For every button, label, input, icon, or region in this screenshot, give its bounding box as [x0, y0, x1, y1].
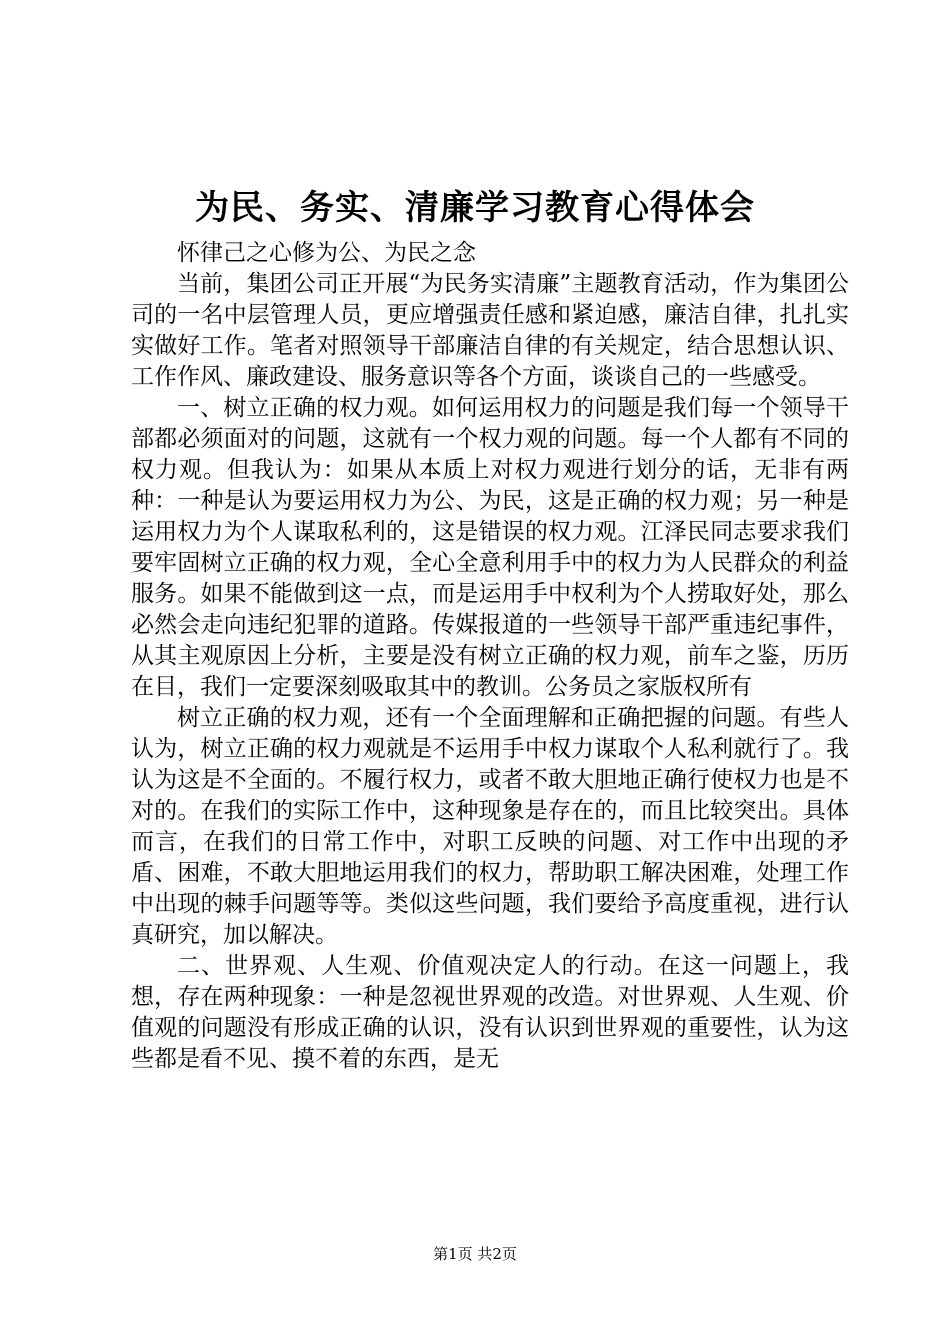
paragraph-power-view: 树立正确的权力观，还有一个全面理解和正确把握的问题。有些人认为，树立正确的权力观就是不运用手中权力谋取个人私利就行了。我认为这是不全面的。不履行权力，或者不敢大胆地正确行使权力也是不对的。在我们的实际工作中，这种现象是存在的，而且比较突出。具体而言，在我们的日常工作中，对职工反映的问题、对工作中出现的矛盾、困难，不敢大胆地运用我们的权力，帮助职工解决困难，处理工作中出现的棘手问题等等。类似这些问题，我们要给予高度重视，进行认真研究，加以解决。: [131, 705, 849, 948]
paragraph-intro: 当前，集团公司正开展“为民务实清廉”主题教育活动，作为集团公司的一名中层管理人员，更应增强责任感和紧迫感，廉洁自律，扎扎实实做好工作。笔者对照领导干部廉洁自律的有关规定，结合思想认识、工作作风、廉政建设、服务意识等各个方面，谈谈自己的一些感受。: [131, 271, 849, 390]
paragraph-subtitle: 怀律己之心修为公、为民之念: [177, 240, 476, 266]
page-footer: 第1页 共2页: [433, 1245, 517, 1263]
paragraph-section-two: 二、世界观、人生观、价值观决定人的行动。在这一问题上，我想，存在两种现象：一种是忽视世界观的改造。对世界观、人生观、价值观的问题没有形成正确的认识，没有认识到世界观的重要性，认为这些都是看不见、摸不着的东西，是无: [131, 953, 849, 1072]
document-title: 为民、务实、清廉学习教育心得体会: [195, 188, 755, 228]
document-body: [131, 238, 849, 1075]
paragraph-section-one: 一、树立正确的权力观。如何运用权力的问题是我们每一个领导干部都必须面对的问题，这就有一个权力观的问题。每一个人都有不同的权力观。但我认为：如果从本质上对权力观进行划分的话，无非有两种：一种是认为要运用权力为公、为民，这是正确的权力观；另一种是运用权力为个人谋取私利的，这是错误的权力观。江泽民同志要求我们要牢固树立正确的权力观，全心全意利用手中的权力为人民群众的利益服务。如果不能做到这一点，而是运用手中权利为个人捞取好处，那么必然会走向违纪犯罪的道路。传媒报道的一些领导干部严重违纪事件，从其主观原因上分析，主要是没有树立正确的权力观，前车之鉴，历历在目，我们一定要深刻吸取其中的教训。公务员之家版权所有: [131, 395, 849, 700]
